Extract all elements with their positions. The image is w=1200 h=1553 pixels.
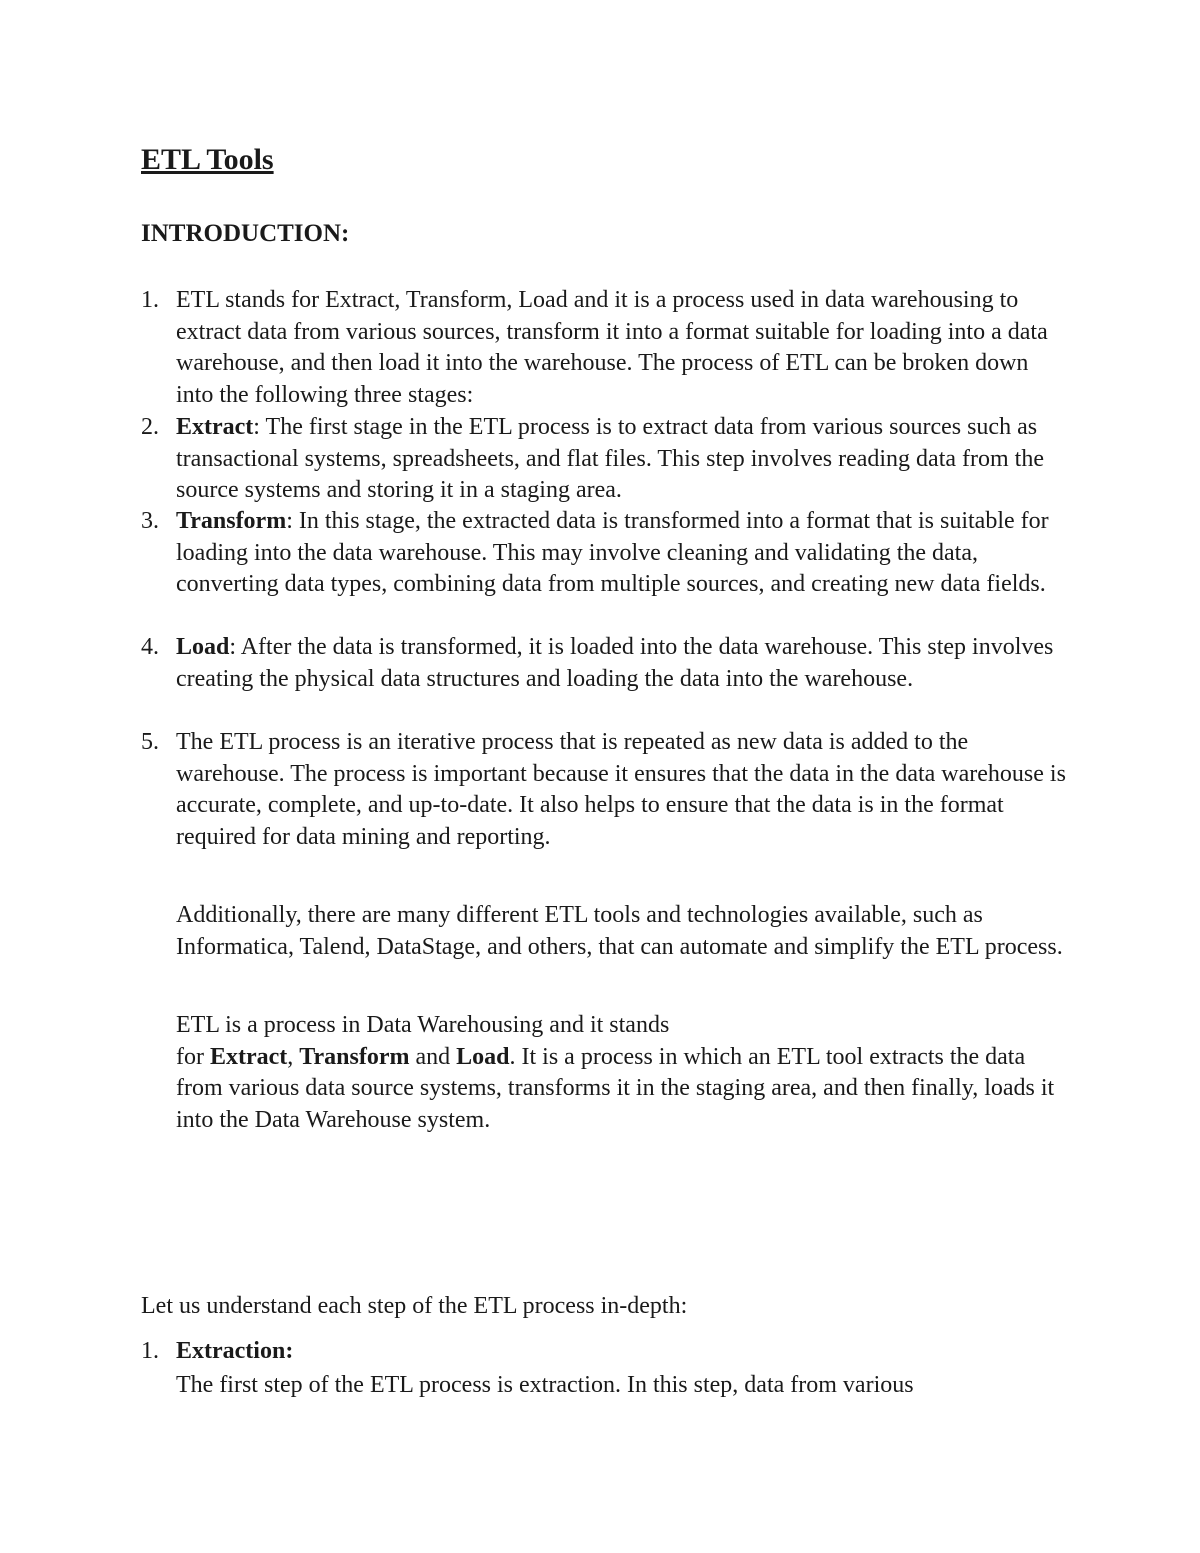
steps-intro: Let us understand each step of the ETL process in-depth:: [141, 1293, 688, 1319]
list-number: 2.: [141, 414, 159, 440]
list-item-content: : In this stage, the extracted data is transformed into a format that is suitable for loading into the data warehouse. This may involve cleaning and validating the data, converting data types, combining data from multiple sources, and creating new data fields.: [176, 508, 1049, 597]
step-heading: Extraction:: [176, 1338, 294, 1364]
etl-bold-extract: Extract: [209, 1043, 288, 1070]
etl-for-word: for: [176, 1043, 210, 1070]
list-item-bold: Load: [176, 634, 230, 660]
list-item-content: : After the data is transformed, it is loaded into the data warehouse. This step involves creating the physical data structures and loading the data into the warehouse.: [176, 634, 1054, 692]
etl-rest: . It is a process in which an ETL tool extracts the data from various data source systems, transforms it in the staging area, and then finally, loads it into the Data Warehouse system.: [176, 1043, 1055, 1133]
list-item-5: [141, 727, 1071, 853]
list-item-text: [176, 412, 1071, 507]
etl-bold-load: Load: [456, 1043, 510, 1070]
list-item-3: [141, 506, 1071, 601]
etl-line-1: ETL is a process in Data Warehousing and it stands: [176, 1012, 670, 1038]
list-item-bold: Extract: [176, 414, 254, 440]
list-item-content: The ETL process is an iterative process that is repeated as new data is added to the warehouse. The process is important because it ensures that the data in the data warehouse is accurate, complete, and up-to-date. It also helps to ensure that the data is in the format required for data mining and reporting.: [176, 729, 1066, 850]
etl-definition-paragraph: [176, 1010, 1076, 1136]
step-text: The first step of the ETL process is extraction. In this step, data from various: [176, 1371, 914, 1398]
list-item-1: [141, 285, 1071, 411]
list-number: 5.: [141, 729, 159, 755]
etl-comma: ,: [287, 1043, 300, 1070]
list-item-content: ETL stands for Extract, Transform, Load and it is a process used in data warehousing to extract data from various sources, transform it into a format suitable for loading into a data warehouse, and then load it into the warehouse. The process of ETL can be broken down into the following three stages:: [176, 287, 1048, 408]
steps-list-item-1: [141, 1336, 1071, 1401]
list-number: 1.: [141, 287, 159, 313]
list-item-content: : The first stage in the ETL process is to extract data from various sources such as transactional systems, spreadsheets, and flat files. This step involves reading data from the source systems and storing it in a staging area.: [176, 414, 1044, 503]
list-item-bold: Transform: [176, 508, 287, 534]
list-item-text: [176, 727, 1071, 853]
list-number: 3.: [141, 508, 159, 534]
list-item-2: [141, 412, 1071, 507]
etl-bold-transform: Transform: [299, 1043, 410, 1070]
page-title: ETL Tools: [141, 143, 274, 176]
list-item-text: [176, 506, 1071, 601]
list-item-4: [141, 632, 1071, 695]
additional-paragraph: Additionally, there are many different ETL tools and technologies available, such as Informatica, Talend, DataStage, and others, that can automate and simplify the ETL process.: [176, 902, 1063, 960]
list-item-text: [176, 632, 1071, 695]
list-number: 4.: [141, 634, 159, 660]
list-item-text: [176, 285, 1071, 411]
list-number: 1.: [141, 1338, 159, 1364]
introduction-heading: INTRODUCTION:: [141, 220, 350, 247]
etl-and-word: and: [409, 1043, 457, 1070]
